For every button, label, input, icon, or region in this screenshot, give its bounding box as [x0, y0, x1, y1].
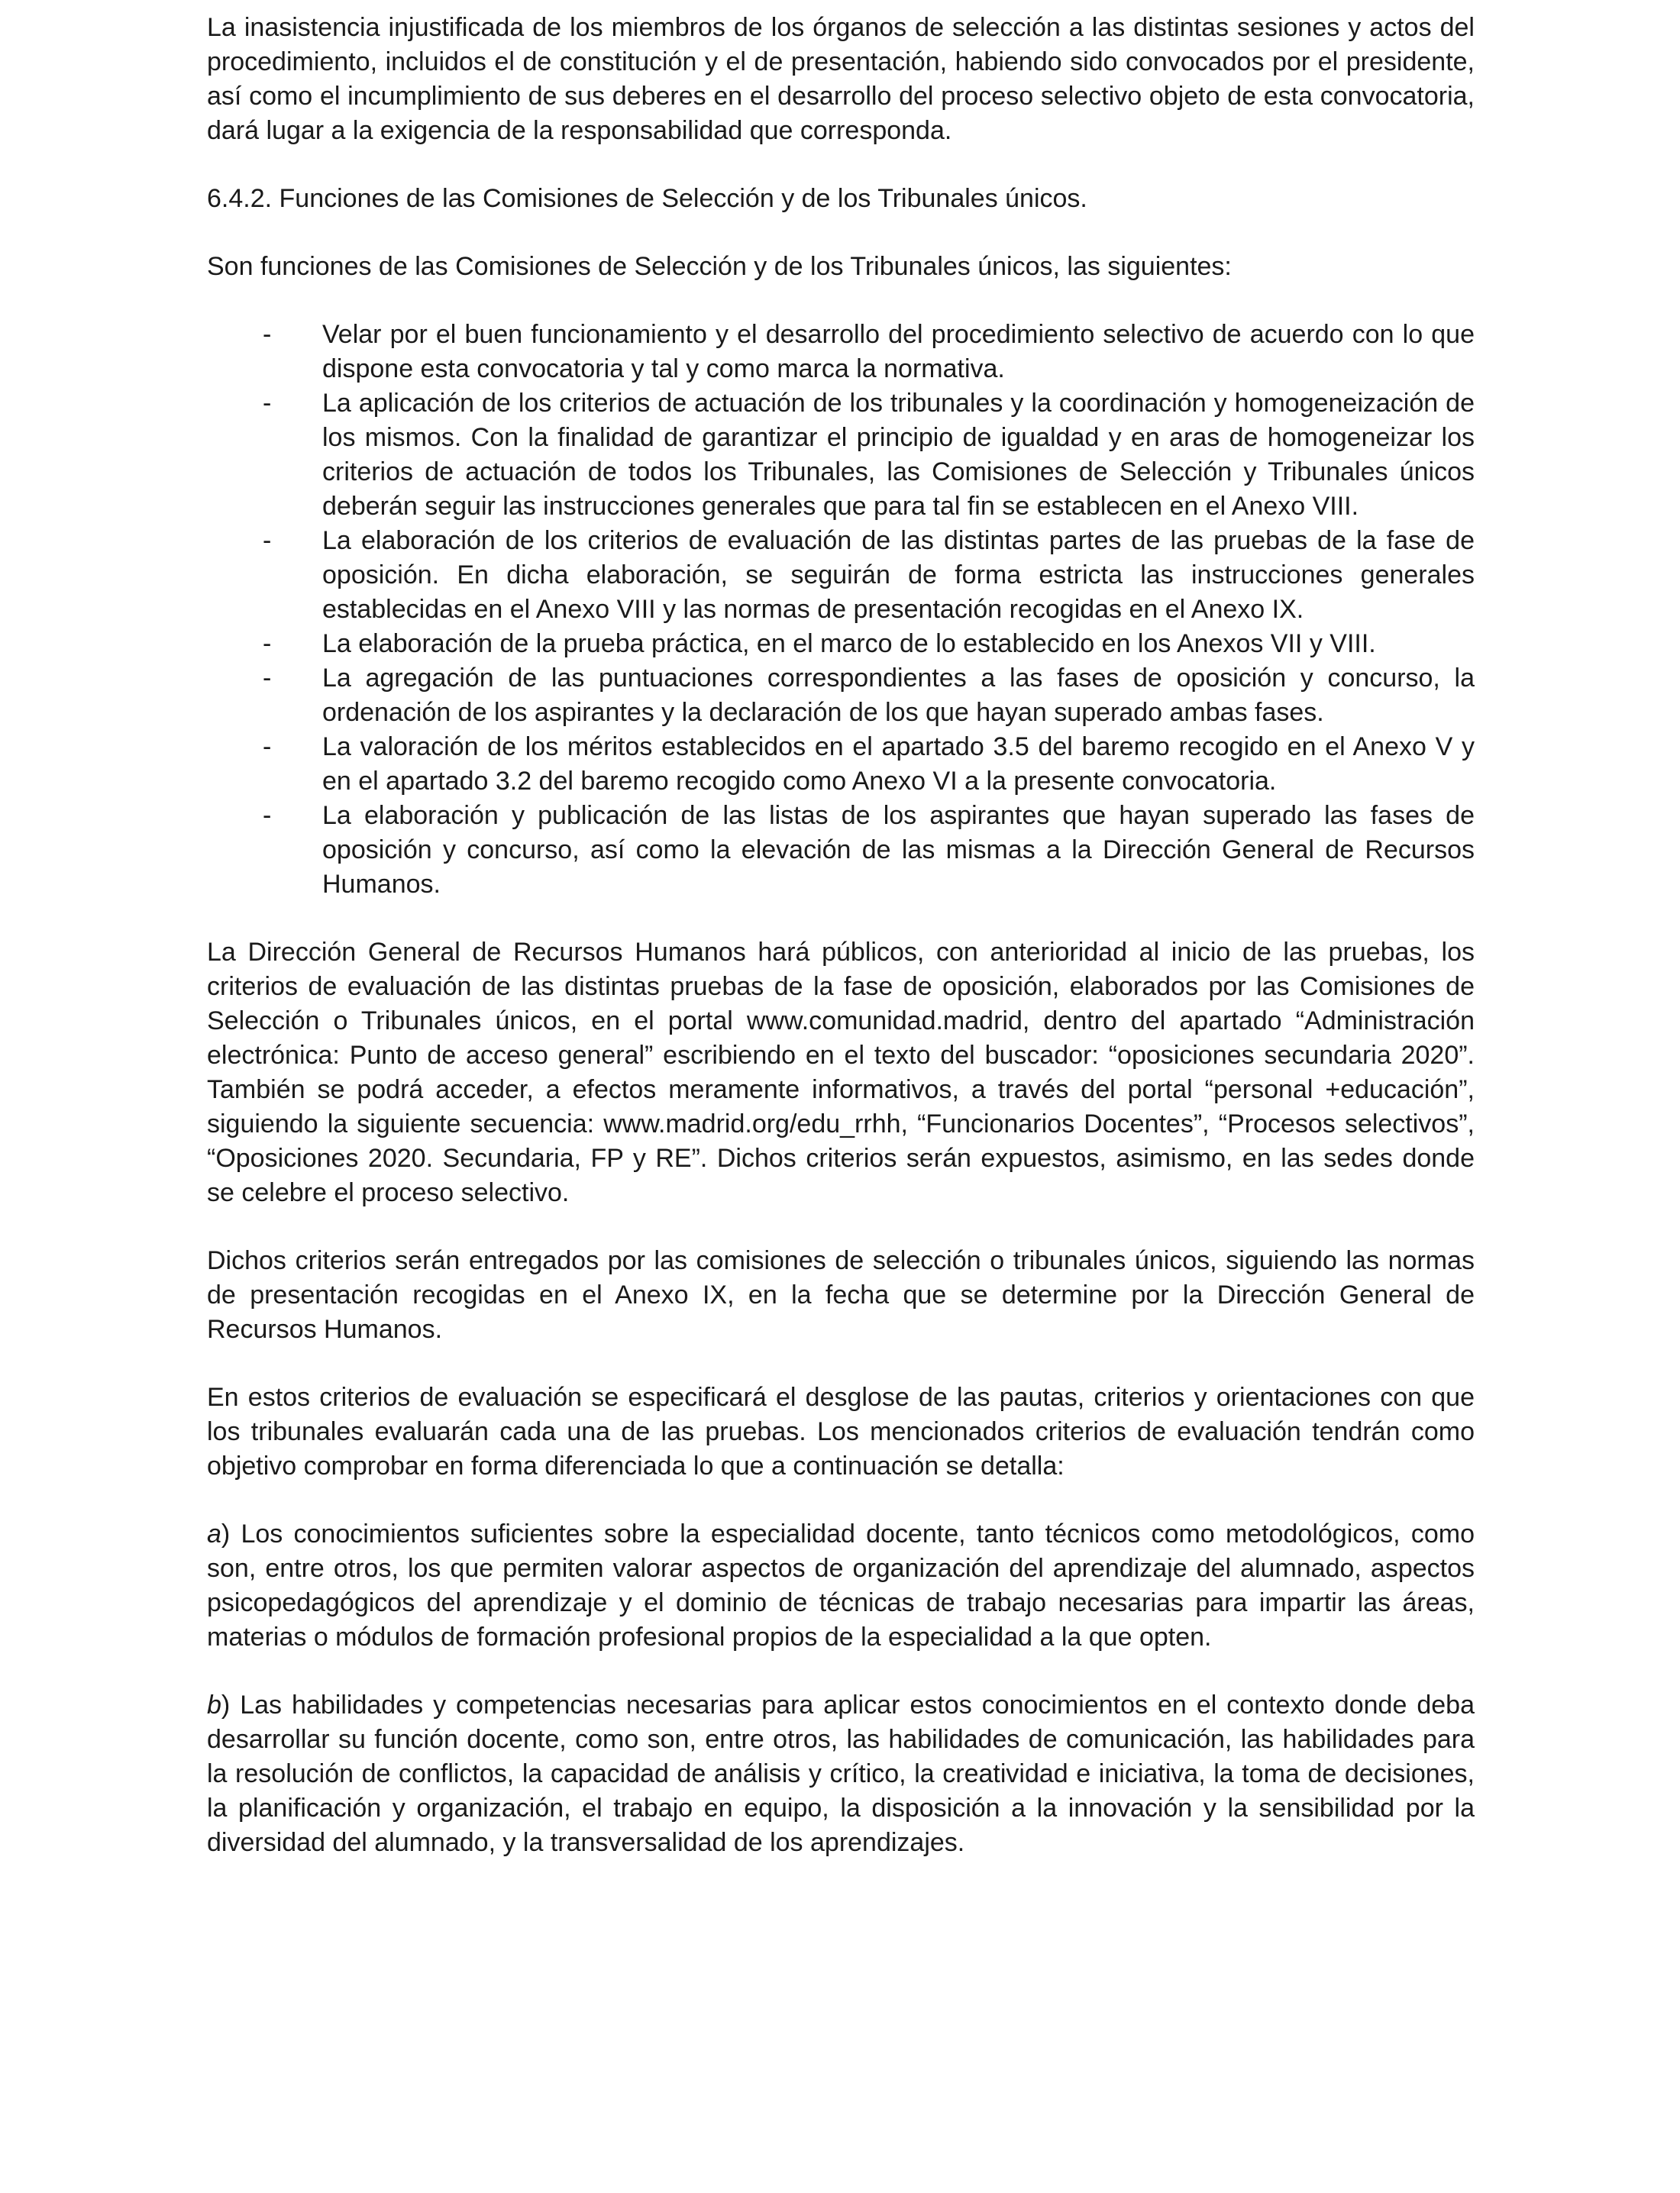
list-item: [207, 730, 1475, 799]
list-dash: -: [263, 389, 272, 418]
list-dash: -: [263, 801, 272, 830]
list-item-text: La agregación de las puntuaciones correspondientes a las fases de oposición y concurso, la ordenación de los aspirantes y la declaración de los que hayan superado ambas fases.: [322, 664, 1475, 727]
document-page: [207, 11, 1475, 1860]
paragraph-criterios-evaluacion: En estos criterios de evaluación se especificará el desglose de las pautas, criterios y orientaciones con que los tribunales evaluarán cada una de las pruebas. Los mencionados criterios de evaluación tendrán como objetivo comprobar en forma diferenciada lo que a continuación se detalla:: [207, 1383, 1475, 1481]
list-item-text: La valoración de los méritos establecidos en el apartado 3.5 del baremo recogido en el Anexo V y en el apartado 3.2 del baremo recogido como Anexo VI a la presente convocatoria.: [322, 732, 1475, 796]
item-b-letter: b: [207, 1691, 221, 1720]
list-dash: -: [263, 629, 272, 658]
list-item: [207, 799, 1475, 902]
list-item: [207, 318, 1475, 386]
list-item-text: La elaboración de la prueba práctica, en el marco de lo establecido en los Anexos VII y VIII.: [322, 629, 1376, 658]
paragraph-direccion-general: La Dirección General de Recursos Humanos hará públicos, con anterioridad al inicio de las pruebas, los criterios de evaluación de las distintas pruebas de la fase de oposición, elaborados por las Comisiones de Selección o Tribunales únicos, en el portal www.comunidad.madrid, dentro del apartado “Administración electrónica: Punto de acceso general” escribiendo en el texto del buscador: “oposiciones secundaria 2020”. También se podrá acceder, a efectos meramente informativos, a través del portal “personal +educación”, siguiendo la siguiente secuencia: www.madrid.org/edu_rrhh, “Funcionarios Docentes”, “Procesos selectivos”, “Oposiciones 2020. Secundaria, FP y RE”. Dichos criterios serán expuestos, asimismo, en las sedes donde se celebre el proceso selectivo.: [207, 938, 1475, 1207]
list-item-text: Velar por el buen funcionamiento y el desarrollo del procedimiento selectivo de acuerdo con lo que dispone esta convocatoria y tal y como marca la normativa.: [322, 320, 1475, 383]
list-dash: -: [263, 320, 272, 349]
list-item: [207, 661, 1475, 730]
list-dash: -: [263, 732, 272, 761]
list-dash: -: [263, 664, 272, 693]
item-b-text: ) Las habilidades y competencias necesarias para aplicar estos conocimientos en el contexto donde deba desarrollar su función docente, como son, entre otros, las habilidades de comunicación, las habilidades para la resolución de conflictos, la capacidad de análisis y crítico, la creatividad e iniciativa, la toma de decisiones, la planificación y organización, el trabajo en equipo, la disposición a la innovación y la sensibilidad por la diversidad del alumnado, y la transversalidad de los aprendizajes.: [207, 1691, 1475, 1857]
list-item-text: La elaboración y publicación de las listas de los aspirantes que hayan superado las fases de oposición y concurso, así como la elevación de las mismas a la Dirección General de Recursos Humanos.: [322, 801, 1475, 899]
list-intro: Son funciones de las Comisiones de Selección y de los Tribunales únicos, las siguientes:: [207, 252, 1232, 281]
list-dash: -: [263, 526, 272, 555]
item-a-text: ) Los conocimientos suficientes sobre la especialidad docente, tanto técnicos como metodológicos, como son, entre otros, los que permiten valorar aspectos de organización del aprendizaje del alumnado, aspectos psicopedagógicos del aprendizaje y el dominio de técnicas de trabajo necesarias para impartir las áreas, materias o módulos de formación profesional propios de la especialidad a la que opten.: [207, 1520, 1475, 1652]
list-item: [207, 627, 1475, 661]
item-b: [207, 1688, 1475, 1860]
list-item-text: La aplicación de los criterios de actuación de los tribunales y la coordinación y homogeneización de los mismos. Con la finalidad de garantizar el principio de igualdad y en aras de homogeneizar los criterios de actuación de todos los Tribunales, las Comisiones de Selección y Tribunales únicos deberán seguir las instrucciones generales que para tal fin se establecen en el Anexo VIII.: [322, 389, 1475, 521]
list-item: [207, 524, 1475, 627]
paragraph-entrega-criterios: Dichos criterios serán entregados por las comisiones de selección o tribunales únicos, siguiendo las normas de presentación recogidas en el Anexo IX, en la fecha que se determine por la Dirección General de Recursos Humanos.: [207, 1246, 1475, 1344]
paragraph-inasistencia: La inasistencia injustificada de los miembros de los órganos de selección a las distintas sesiones y actos del procedimiento, incluidos el de constitución y el de presentación, habiendo sido convocados por el presidente, así como el incumplimiento de sus deberes en el desarrollo del proceso selectivo objeto de esta convocatoria, dará lugar a la exigencia de la responsabilidad que corresponda.: [207, 13, 1475, 145]
list-item: [207, 386, 1475, 524]
list-item-text: La elaboración de los criterios de evaluación de las distintas partes de las pruebas de la fase de oposición. En dicha elaboración, se seguirán de forma estricta las instrucciones generales establecidas en el Anexo VIII y las normas de presentación recogidas en el Anexo IX.: [322, 526, 1475, 624]
item-a-letter: a: [207, 1520, 221, 1549]
functions-list: [207, 318, 1475, 902]
item-a: [207, 1517, 1475, 1655]
section-heading: 6.4.2. Funciones de las Comisiones de Selección y de los Tribunales únicos.: [207, 184, 1087, 213]
